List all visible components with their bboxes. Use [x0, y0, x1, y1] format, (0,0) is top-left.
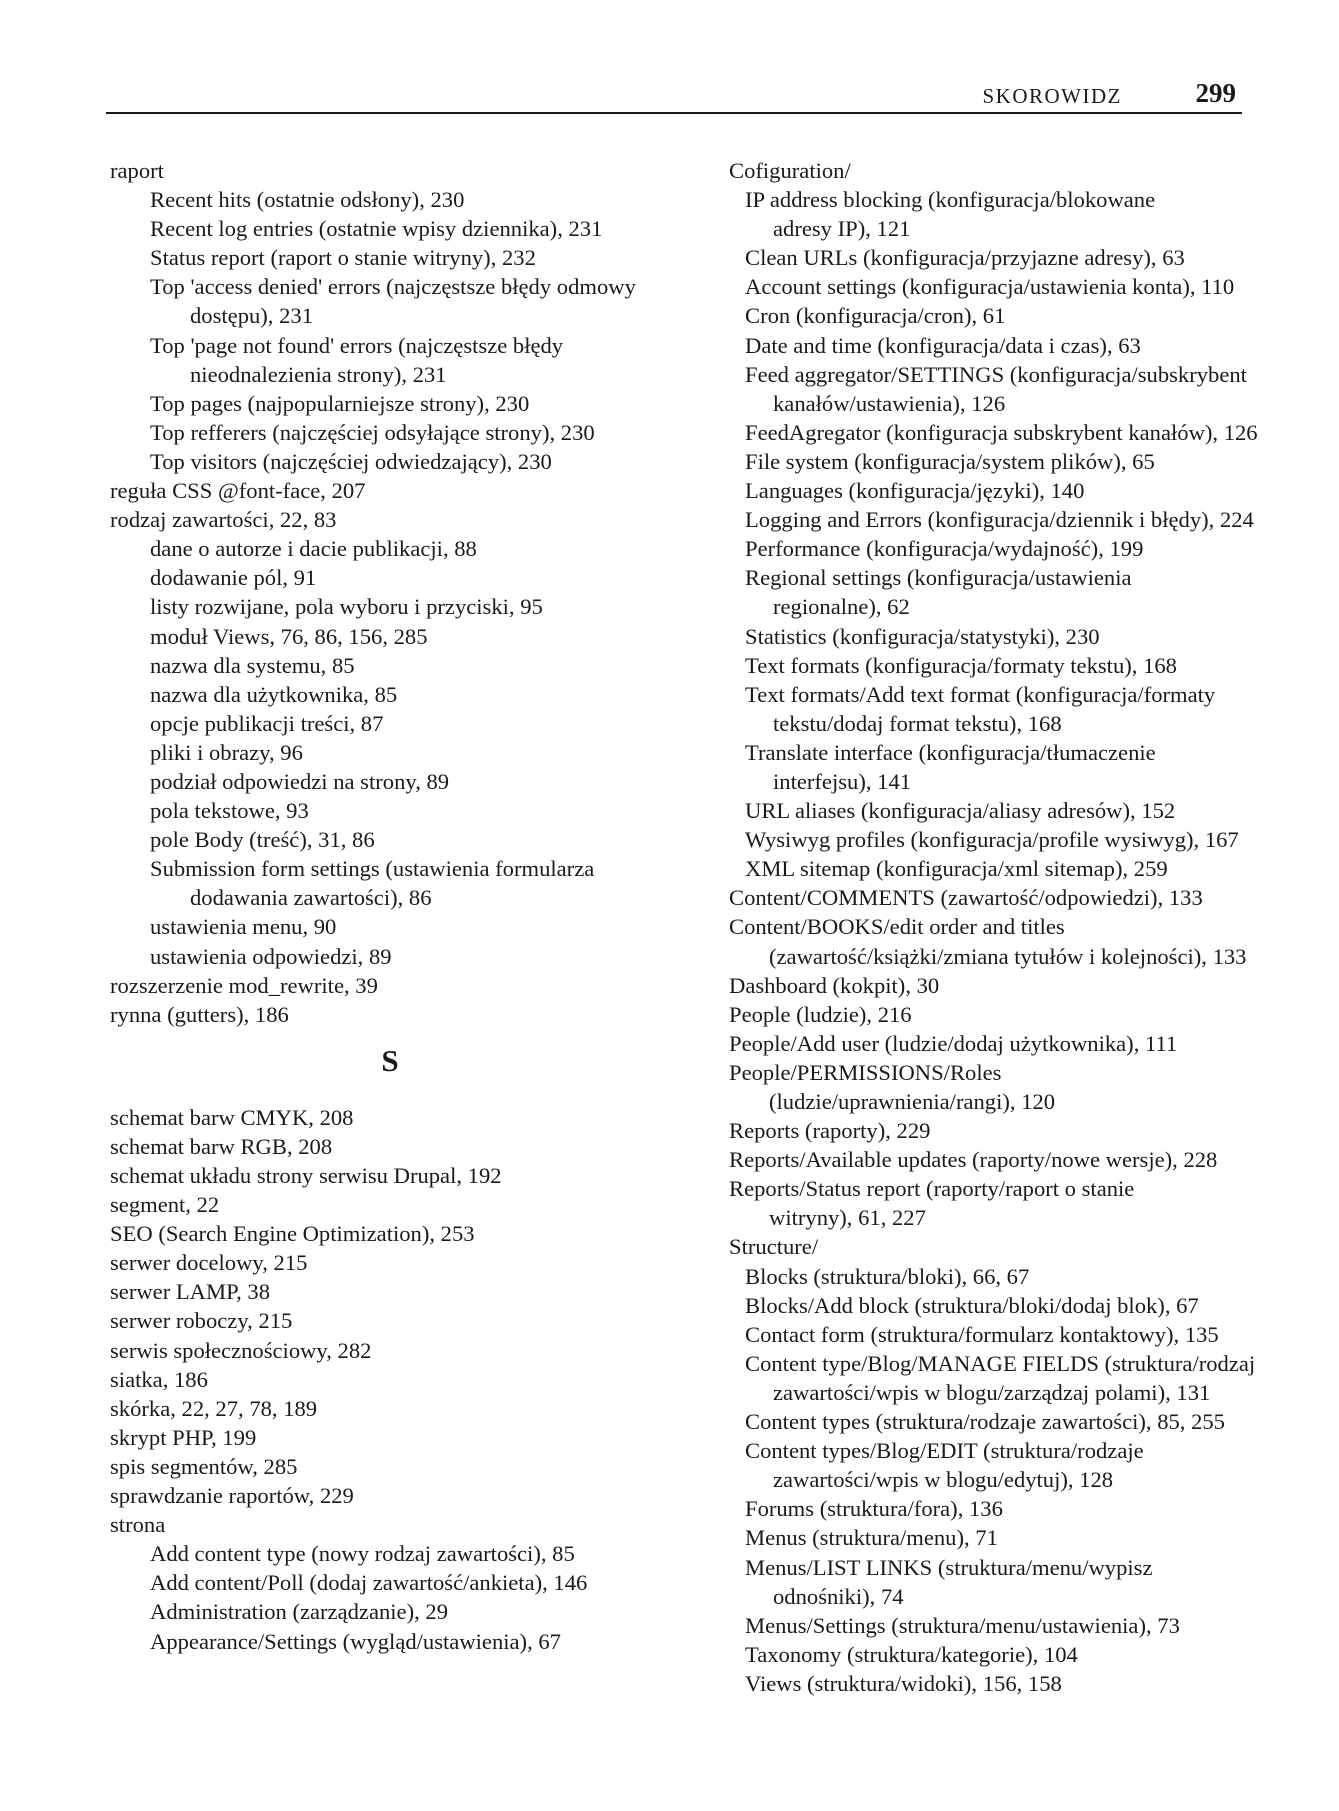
- section-letter: S: [381, 1042, 399, 1078]
- index-entry: spis segmentów, 285: [110, 1453, 298, 1479]
- index-subentry: Blocks (struktura/bloki), 66, 67: [745, 1263, 1030, 1289]
- index-subentry: Feed aggregator/SETTINGS (konfiguracja/subskrybent kanałów/ustawienia), 126: [745, 361, 1247, 416]
- index-subentry: Forums (struktura/fora), 136: [745, 1496, 1003, 1522]
- index-subentry: nazwa dla systemu, 85: [150, 652, 355, 678]
- index-subentry: Content types (struktura/rodzaje zawartości), 85, 255: [745, 1409, 1225, 1435]
- index-entry: Dashboard (kokpit), 30: [729, 972, 940, 998]
- index-subentry: pola tekstowe, 93: [150, 798, 309, 824]
- index-column-left: [110, 156, 670, 1656]
- index-subentry: Blocks/Add block (struktura/bloki/dodaj blok), 67: [745, 1292, 1199, 1318]
- index-subentry: Logging and Errors (konfiguracja/dziennik i błędy), 224: [745, 507, 1254, 533]
- index-subentry: Taxonomy (struktura/kategorie), 104: [745, 1641, 1078, 1667]
- index-subentry: Recent hits (ostatnie odsłony), 230: [150, 187, 465, 213]
- index-entry: reguła CSS @font-face, 207: [110, 478, 366, 504]
- index-subentry: Text formats (konfiguracja/formaty tekstu), 168: [745, 652, 1177, 678]
- page-header: [106, 74, 1242, 114]
- index-entry: schemat układu strony serwisu Drupal, 192: [110, 1163, 502, 1188]
- index-subentry: Submission form settings (ustawienia formularza dodawania zawartości), 86: [150, 856, 595, 911]
- index-subentry: File system (konfiguracja/system plików), 65: [745, 448, 1155, 474]
- index-subentry: podział odpowiedzi na strony, 89: [150, 768, 450, 794]
- index-subentry: XML sitemap (konfiguracja/xml sitemap), 259: [745, 856, 1168, 882]
- index-subentry: IP address blocking (konfiguracja/blokowane adresy IP), 121: [745, 187, 1156, 242]
- index-subentry: Content types/Blog/EDIT (struktura/rodzaje zawartości/wpis w blogu/edytuj), 128: [745, 1438, 1144, 1493]
- index-entry: Reports/Available updates (raporty/nowe wersje), 228: [729, 1147, 1218, 1173]
- index-entry: SEO (Search Engine Optimization), 253: [110, 1221, 475, 1247]
- index-subentry: Top 'page not found' errors (najczęstsze błędy nieodnalezienia strony), 231: [150, 332, 564, 387]
- index-subentry: Cron (konfiguracja/cron), 61: [745, 303, 1006, 329]
- index-entry: schemat barw RGB, 208: [110, 1133, 333, 1159]
- index-subentry: Appearance/Settings (wygląd/ustawienia), 67: [150, 1628, 561, 1654]
- index-subentry: ustawienia odpowiedzi, 89: [150, 943, 392, 969]
- index-subentry: URL aliases (konfiguracja/aliasy adresów), 152: [745, 798, 1176, 824]
- index-subentry: Add content type (nowy rodzaj zawartości), 85: [150, 1541, 575, 1567]
- index-subentry: Views (struktura/widoki), 156, 158: [745, 1670, 1062, 1696]
- index-entry: People (ludzie), 216: [729, 1001, 912, 1027]
- index-subentry: Languages (konfiguracja/języki), 140: [745, 478, 1085, 504]
- index-subentry: moduł Views, 76, 86, 156, 285: [150, 623, 428, 649]
- index-subentry: dane o autorze i dacie publikacji, 88: [150, 536, 477, 562]
- index-subentry: Content type/Blog/MANAGE FIELDS (struktura/rodzaj zawartości/wpis w blogu/zarządzaj polami), 131: [745, 1350, 1256, 1405]
- index-subentry: opcje publikacji treści, 87: [150, 710, 384, 736]
- index-subentry: Recent log entries (ostatnie wpisy dziennika), 231: [150, 216, 603, 242]
- index-subentry: Contact form (struktura/formularz kontaktowy), 135: [745, 1321, 1219, 1347]
- index-subentry: Administration (zarządzanie), 29: [150, 1599, 448, 1625]
- index-entry: siatka, 186: [110, 1366, 208, 1392]
- index-entry: schemat barw CMYK, 208: [110, 1104, 354, 1130]
- index-subentry: Regional settings (konfiguracja/ustawienia regionalne), 62: [745, 565, 1132, 620]
- page-number: 299: [1195, 78, 1236, 108]
- index-entry: rozszerzenie mod_rewrite, 39: [110, 972, 378, 998]
- index-entry: rodzaj zawartości, 22, 83: [110, 507, 337, 533]
- index-subentry: pliki i obrazy, 96: [150, 739, 303, 765]
- index-subentry: nazwa dla użytkownika, 85: [150, 681, 398, 707]
- index-entry: serwer roboczy, 215: [110, 1308, 293, 1334]
- index-column-right: [729, 156, 1258, 1698]
- index-subentry: Menus (struktura/menu), 71: [745, 1525, 998, 1551]
- index-entry: serwer docelowy, 215: [110, 1250, 308, 1276]
- index-subentry: Top refferers (najczęściej odsyłające strony), 230: [150, 419, 595, 445]
- index-entry: People/Add user (ludzie/dodaj użytkownika), 111: [729, 1030, 1178, 1056]
- index-entry: Reports/Status report (raporty/raport o stanie witryny), 61, 227: [729, 1176, 1135, 1231]
- index-entry: raport: [110, 158, 164, 183]
- index-subentry: FeedAgregator (konfiguracja subskrybent kanałów), 126: [745, 419, 1258, 445]
- index-entry: Content/COMMENTS (zawartość/odpowiedzi), 133: [729, 885, 1203, 911]
- index-subentry: Menus/LIST LINKS (struktura/menu/wypisz odnośniki), 74: [745, 1554, 1153, 1609]
- running-head: SKOROWIDZ: [982, 84, 1122, 108]
- index-entry: People/PERMISSIONS/Roles (ludzie/uprawnienia/rangi), 120: [729, 1059, 1056, 1114]
- index-subentry: Account settings (konfiguracja/ustawienia konta), 110: [745, 274, 1235, 300]
- index-entry: rynna (gutters), 186: [110, 1001, 289, 1027]
- index-subentry: pole Body (treść), 31, 86: [150, 827, 375, 853]
- index-entry: strona: [110, 1512, 166, 1538]
- index-subentry: Top 'access denied' errors (najczęstsze błędy odmowy dostępu), 231: [150, 274, 636, 329]
- index-subentry: Performance (konfiguracja/wydajność), 199: [745, 536, 1144, 562]
- index-entry: serwer LAMP, 38: [110, 1279, 271, 1305]
- index-subentry: Add content/Poll (dodaj zawartość/ankieta), 146: [150, 1570, 588, 1596]
- index-subentry: Date and time (konfiguracja/data i czas), 63: [745, 332, 1141, 358]
- index-subentry: dodawanie pól, 91: [150, 565, 317, 591]
- index-subentry: Statistics (konfiguracja/statystyki), 230: [745, 623, 1100, 649]
- index-entry: Reports (raporty), 229: [729, 1118, 931, 1144]
- index-entry: skrypt PHP, 199: [110, 1424, 257, 1450]
- index-entry: Structure/: [729, 1234, 819, 1260]
- index-subentry: Translate interface (konfiguracja/tłumaczenie interfejsu), 141: [745, 739, 1156, 794]
- index-subentry: Top pages (najpopularniejsze strony), 230: [150, 390, 530, 416]
- index-subentry: Wysiwyg profiles (konfiguracja/profile wysiwyg), 167: [745, 827, 1239, 853]
- index-subentry: Clean URLs (konfiguracja/przyjazne adresy), 63: [745, 245, 1185, 271]
- index-subentry: Status report (raport o stanie witryny), 232: [150, 245, 536, 271]
- index-entry: skórka, 22, 27, 78, 189: [110, 1395, 318, 1421]
- index-subentry: Text formats/Add text format (konfiguracja/formaty tekstu/dodaj format tekstu), 168: [745, 681, 1216, 736]
- index-entry: serwis społecznościowy, 282: [110, 1337, 372, 1363]
- index-entry: sprawdzanie raportów, 229: [110, 1483, 354, 1509]
- index-subentry: listy rozwijane, pola wyboru i przyciski, 95: [150, 594, 543, 620]
- index-subentry: Menus/Settings (struktura/menu/ustawienia), 73: [745, 1612, 1180, 1638]
- index-subentry: Top visitors (najczęściej odwiedzający), 230: [150, 448, 552, 474]
- index-entry: segment, 22: [110, 1192, 220, 1218]
- index-entry: Cofiguration/: [729, 158, 851, 183]
- index-subentry: ustawienia menu, 90: [150, 914, 337, 940]
- index-entry: Content/BOOKS/edit order and titles (zawartość/książki/zmiana tytułów i kolejności), 133: [729, 914, 1247, 969]
